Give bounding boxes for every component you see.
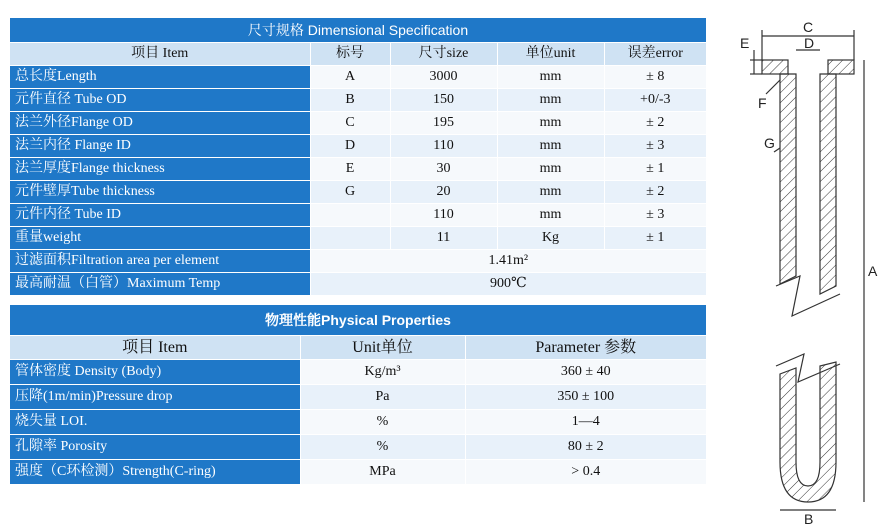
header-unit: 单位unit xyxy=(497,43,604,66)
row-size: 195 xyxy=(390,112,497,135)
row-size: 110 xyxy=(390,135,497,158)
tube-wall-left-upper xyxy=(780,74,796,284)
row-error: ± 2 xyxy=(604,181,706,204)
row-unit: mm xyxy=(497,89,604,112)
row-unit: % xyxy=(300,435,465,460)
row-item-label: 元件壁厚Tube thickness xyxy=(10,181,310,204)
row-unit: Kg xyxy=(497,227,604,250)
row-code: C xyxy=(310,112,390,135)
row-error: ± 1 xyxy=(604,227,706,250)
dimensional-spec-title: 尺寸规格 Dimensional Specification xyxy=(10,18,706,43)
table-row xyxy=(10,89,706,112)
row-code: A xyxy=(310,66,390,89)
header-item: 项目 Item xyxy=(10,43,310,66)
header-code: 标号 xyxy=(310,43,390,66)
row-unit: MPa xyxy=(300,460,465,485)
max-temp-value: 900℃ xyxy=(310,273,706,296)
row-size: 20 xyxy=(390,181,497,204)
header-parameter: Parameter 参数 xyxy=(465,336,706,360)
label-d: D xyxy=(804,35,815,51)
tube-wall-right-upper xyxy=(820,74,836,294)
row-error: ± 8 xyxy=(604,66,706,89)
filter-tube-diagram xyxy=(740,14,880,526)
row-error: ± 3 xyxy=(604,204,706,227)
row-code xyxy=(310,227,390,250)
table-row xyxy=(10,112,706,135)
table-row xyxy=(10,410,706,435)
row-item-label: 元件内径 Tube ID xyxy=(10,204,310,227)
row-error: +0/-3 xyxy=(604,89,706,112)
row-code: B xyxy=(310,89,390,112)
row-size: 110 xyxy=(390,204,497,227)
row-item-label: 法兰外径Flange OD xyxy=(10,112,310,135)
tube-wall-lower xyxy=(780,362,836,502)
row-item-label: 法兰厚度Flange thickness xyxy=(10,158,310,181)
row-size: 11 xyxy=(390,227,497,250)
flange-left-section xyxy=(762,60,788,74)
row-unit: mm xyxy=(497,181,604,204)
row-code: E xyxy=(310,158,390,181)
physical-properties-table xyxy=(10,305,706,484)
row-unit: mm xyxy=(497,135,604,158)
row-item-label: 烧失量 LOI. xyxy=(10,410,300,435)
table-row xyxy=(10,204,706,227)
header-error: 误差error xyxy=(604,43,706,66)
row-code xyxy=(310,204,390,227)
row-unit: mm xyxy=(497,112,604,135)
row-item-label: 强度（C环检测）Strength(C-ring) xyxy=(10,460,300,485)
label-e: E xyxy=(740,35,750,51)
table-row xyxy=(10,385,706,410)
row-item-label: 元件直径 Tube OD xyxy=(10,89,310,112)
row-error: ± 3 xyxy=(604,135,706,158)
leader-line-g xyxy=(774,148,780,152)
row-parameter: 360 ± 40 xyxy=(465,360,706,385)
row-code: D xyxy=(310,135,390,158)
row-item-label: 压降(1m/min)Pressure drop xyxy=(10,385,300,410)
row-error: ± 2 xyxy=(604,112,706,135)
label-b: B xyxy=(804,511,814,526)
table-row xyxy=(10,435,706,460)
row-parameter: > 0.4 xyxy=(465,460,706,485)
header-item: 项目 Item xyxy=(10,336,300,360)
row-unit: mm xyxy=(497,204,604,227)
row-unit: mm xyxy=(497,158,604,181)
table-row xyxy=(10,158,706,181)
table-row xyxy=(10,460,706,485)
row-parameter: 80 ± 2 xyxy=(465,435,706,460)
physical-properties-title: 物理性能Physical Properties xyxy=(10,305,706,336)
table-row xyxy=(10,135,706,158)
table-row xyxy=(10,273,706,296)
row-parameter: 350 ± 100 xyxy=(465,385,706,410)
header-unit: Unit单位 xyxy=(300,336,465,360)
row-unit: Pa xyxy=(300,385,465,410)
dimensional-spec-table xyxy=(10,18,706,295)
row-item-label: 管体密度 Density (Body) xyxy=(10,360,300,385)
row-size: 150 xyxy=(390,89,497,112)
row-item-label: 过滤面积Filtration area per element xyxy=(10,250,310,273)
row-item-label: 法兰内径 Flange ID xyxy=(10,135,310,158)
table-row xyxy=(10,250,706,273)
row-item-label: 孔隙率 Porosity xyxy=(10,435,300,460)
row-error: ± 1 xyxy=(604,158,706,181)
row-item-label: 重量weight xyxy=(10,227,310,250)
header-size: 尺寸size xyxy=(390,43,497,66)
leader-line-f xyxy=(766,80,780,94)
table-row xyxy=(10,360,706,385)
label-g: G xyxy=(764,135,775,151)
row-item-label: 总长度Length xyxy=(10,66,310,89)
row-unit: Kg/m³ xyxy=(300,360,465,385)
table-row xyxy=(10,227,706,250)
physical-properties-header-row xyxy=(10,336,706,360)
row-size: 30 xyxy=(390,158,497,181)
row-unit: % xyxy=(300,410,465,435)
label-a: A xyxy=(868,263,878,279)
dimensional-spec-header-row xyxy=(10,43,706,66)
table-row xyxy=(10,66,706,89)
row-item-label: 最高耐温（白管）Maximum Temp xyxy=(10,273,310,296)
flange-right-section xyxy=(828,60,854,74)
row-size: 3000 xyxy=(390,66,497,89)
label-f: F xyxy=(758,95,767,111)
table-row xyxy=(10,181,706,204)
row-unit: mm xyxy=(497,66,604,89)
filtration-area-value: 1.41m² xyxy=(310,250,706,273)
label-c: C xyxy=(803,19,814,35)
row-parameter: 1—4 xyxy=(465,410,706,435)
row-code: G xyxy=(310,181,390,204)
